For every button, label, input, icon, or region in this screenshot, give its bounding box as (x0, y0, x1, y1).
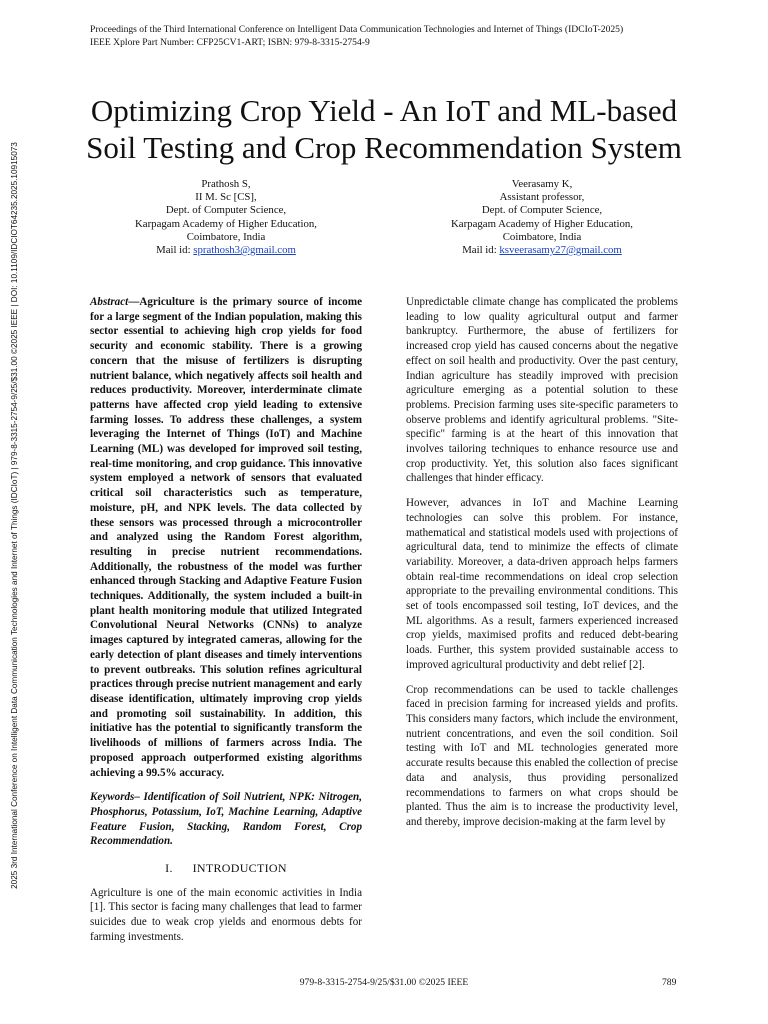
conference-header-line1: Proceedings of the Third International Conference on Intelligent Data Communication Technologies and Internet of Things (IDCIoT-2025) (90, 24, 624, 35)
author-block-1 (76, 178, 376, 257)
author-dept: Dept. of Computer Science, (481, 204, 603, 217)
author-city: Coimbatore, India (186, 230, 266, 243)
author-email-link[interactable]: ksveerasamy27@gmail.com (499, 244, 622, 257)
mail-label: Mail id: (462, 244, 500, 257)
keywords-paragraph: Keywords– Identification of Soil Nutrient, NPK: Nitrogen, Phosphorus, Potassium, IoT, Machine Learning, Adaptive Feature Fusion, Stacking, Random Forest, Crop Recommendation. (90, 791, 362, 848)
side-doi-text: 2025 3rd International Conference on Intelligent Data Communication Technologies and Internet of Things (IDCIoT) | 979-8-3315-2754-9/25/$31.00 ©2025 IEEE | DOI: 10.1109/IDCIOT64235.2025.10915073 (9, 141, 19, 889)
intro-paragraph: Agriculture is one of the main economic activities in India [1]. This sector is facing many challenges that lead to farmer suicides due to weak crop yields and enormous debts for farming investments. (90, 886, 362, 943)
section-heading (90, 861, 362, 876)
author-mail-line (76, 244, 376, 257)
left-column (90, 295, 362, 955)
body-paragraph-1: Unpredictable climate change has complicated the problems leading to low quality agricultural output and farmer bankruptcy. Furthermore, the abuse of fertilizers for increased crop yield has caused concerns about the negative effect on soil health and productivity. Over the past century, Indian agriculture has steadily improved with precision agriculture emerging as a potential solution to these problems. Precision farming uses site-specific parameters to observe problems and identify agricultural problems. "Site-specific" farming is at the heart of this innovation that involves tailoring techniques to enhance resource use and crop productivity. Yet, this solution also faces significant challenges that hinder efficacy. (406, 296, 678, 485)
mail-label: Mail id: (156, 244, 194, 257)
abstract-paragraph (90, 295, 362, 780)
author-email-link[interactable]: sprathosh3@gmail.com (193, 244, 296, 257)
author-org: Karpagam Academy of Higher Education, (451, 217, 633, 230)
paper-title-line2: Soil Testing and Crop Recommendation System (86, 130, 682, 165)
side-doi-strip (4, 80, 24, 950)
section-number: I. (165, 861, 173, 876)
abstract-label: Abstract (90, 296, 129, 308)
body-paragraph-2: However, advances in IoT and Machine Learning technologies can solve this problem. For instance, mathematical and statistical models used with projections of agricultural data, tend to minimize the effects of climate variability. Moreover, a data-driven approach helps farmers obtain real-time recommendations on ideal crop selection appropriate to the prevailing environmental conditions. This set of tools encompassed soil testing, IoT devices, and the ML algorithms. As a result, farmers experienced increased crop yields, maximised profits and reduced debt-bearing loads. Further, this system provided sustainable access to improved agricultural productivity and debt relief [2]. (406, 497, 678, 671)
footer-copyright: 979-8-3315-2754-9/25/$31.00 ©2025 IEEE (299, 977, 469, 988)
author-org: Karpagam Academy of Higher Education, (135, 217, 317, 230)
author-city: Coimbatore, India (502, 230, 582, 243)
author-dept: Dept. of Computer Science, (165, 204, 287, 217)
page-number: 789 (662, 977, 677, 988)
paper-title-line1: Optimizing Crop Yield - An IoT and ML-based (90, 93, 678, 128)
author-mail-line (392, 244, 692, 257)
conference-header-line2: IEEE Xplore Part Number: CFP25CV1-ART; ISBN: 979-8-3315-2754-9 (90, 37, 370, 48)
author-name: Prathosh S, (201, 178, 251, 190)
author-role: Assistant professor, (499, 191, 585, 204)
body-paragraph-3: Crop recommendations can be used to tackle challenges faced in precision farming for increased yields and profits. This considers many factors, which include the environment, nutrient concentrations, and even the soil condition. Soil testing with IoT and ML technologies generated more accurate results because this enabled the collection of precise data and analysis, thus providing personalized recommendations to farmers on what crops should be planted. Thus the aim is to increase the productivity level, and thereby, improve decision-making at the farm level by (406, 683, 678, 828)
right-column (406, 295, 678, 840)
abstract-text: —Agriculture is the primary source of income for a large segment of the Indian population, making this sector essential to achieving high crop yields for food security and economic stability. There is a growing concern that the misuse of fertilizers is disrupting nutrient balance, which negatively affects soil health and reduces productivity. Moreover, interderminate climate patterns have affected crop yield leading to extensive farming losses. To address these challenges, a system leveraging the Internet of Things (IoT) and Machine Learning (ML) was developed for improved soil testing, real-time monitoring, and crop guidance. This innovative system employed a network of sensors that evaluated critical soil characteristics such as temperature, moisture, pH, and NPK levels. The data collected by these sensors was processed through a microcontroller and analyzed using the Random Forest algorithm, resulting in precise nutrient recommendations. Additionally, the robustness of the model was further enhanced through Stacking and Adaptive Feature Fusion techniques. Additionally, the system included a built-in plant health monitoring module that utilized Integrated Convolutional Neural Networks (CNNs) to analyze images captured by integrated cameras, allowing for the early detection of plant diseases and timely interventions to prevent outbreaks. This solution refines agricultural practices through precise nutrient management and early disease identification, ultimately improving crop yields and promoting soil sustainability. In addition, this initiative has the potential to significantly transform the livelihoods of millions of farmers across India. The proposed approach outperformed existing algorithms achieving a 99.5% accuracy. (90, 296, 362, 779)
author-name: Veerasamy K, (511, 178, 573, 190)
author-block-2 (392, 178, 692, 257)
author-role: II M. Sc [CS], (195, 191, 257, 204)
paper-title (60, 92, 708, 166)
section-title: INTRODUCTION (192, 861, 287, 876)
